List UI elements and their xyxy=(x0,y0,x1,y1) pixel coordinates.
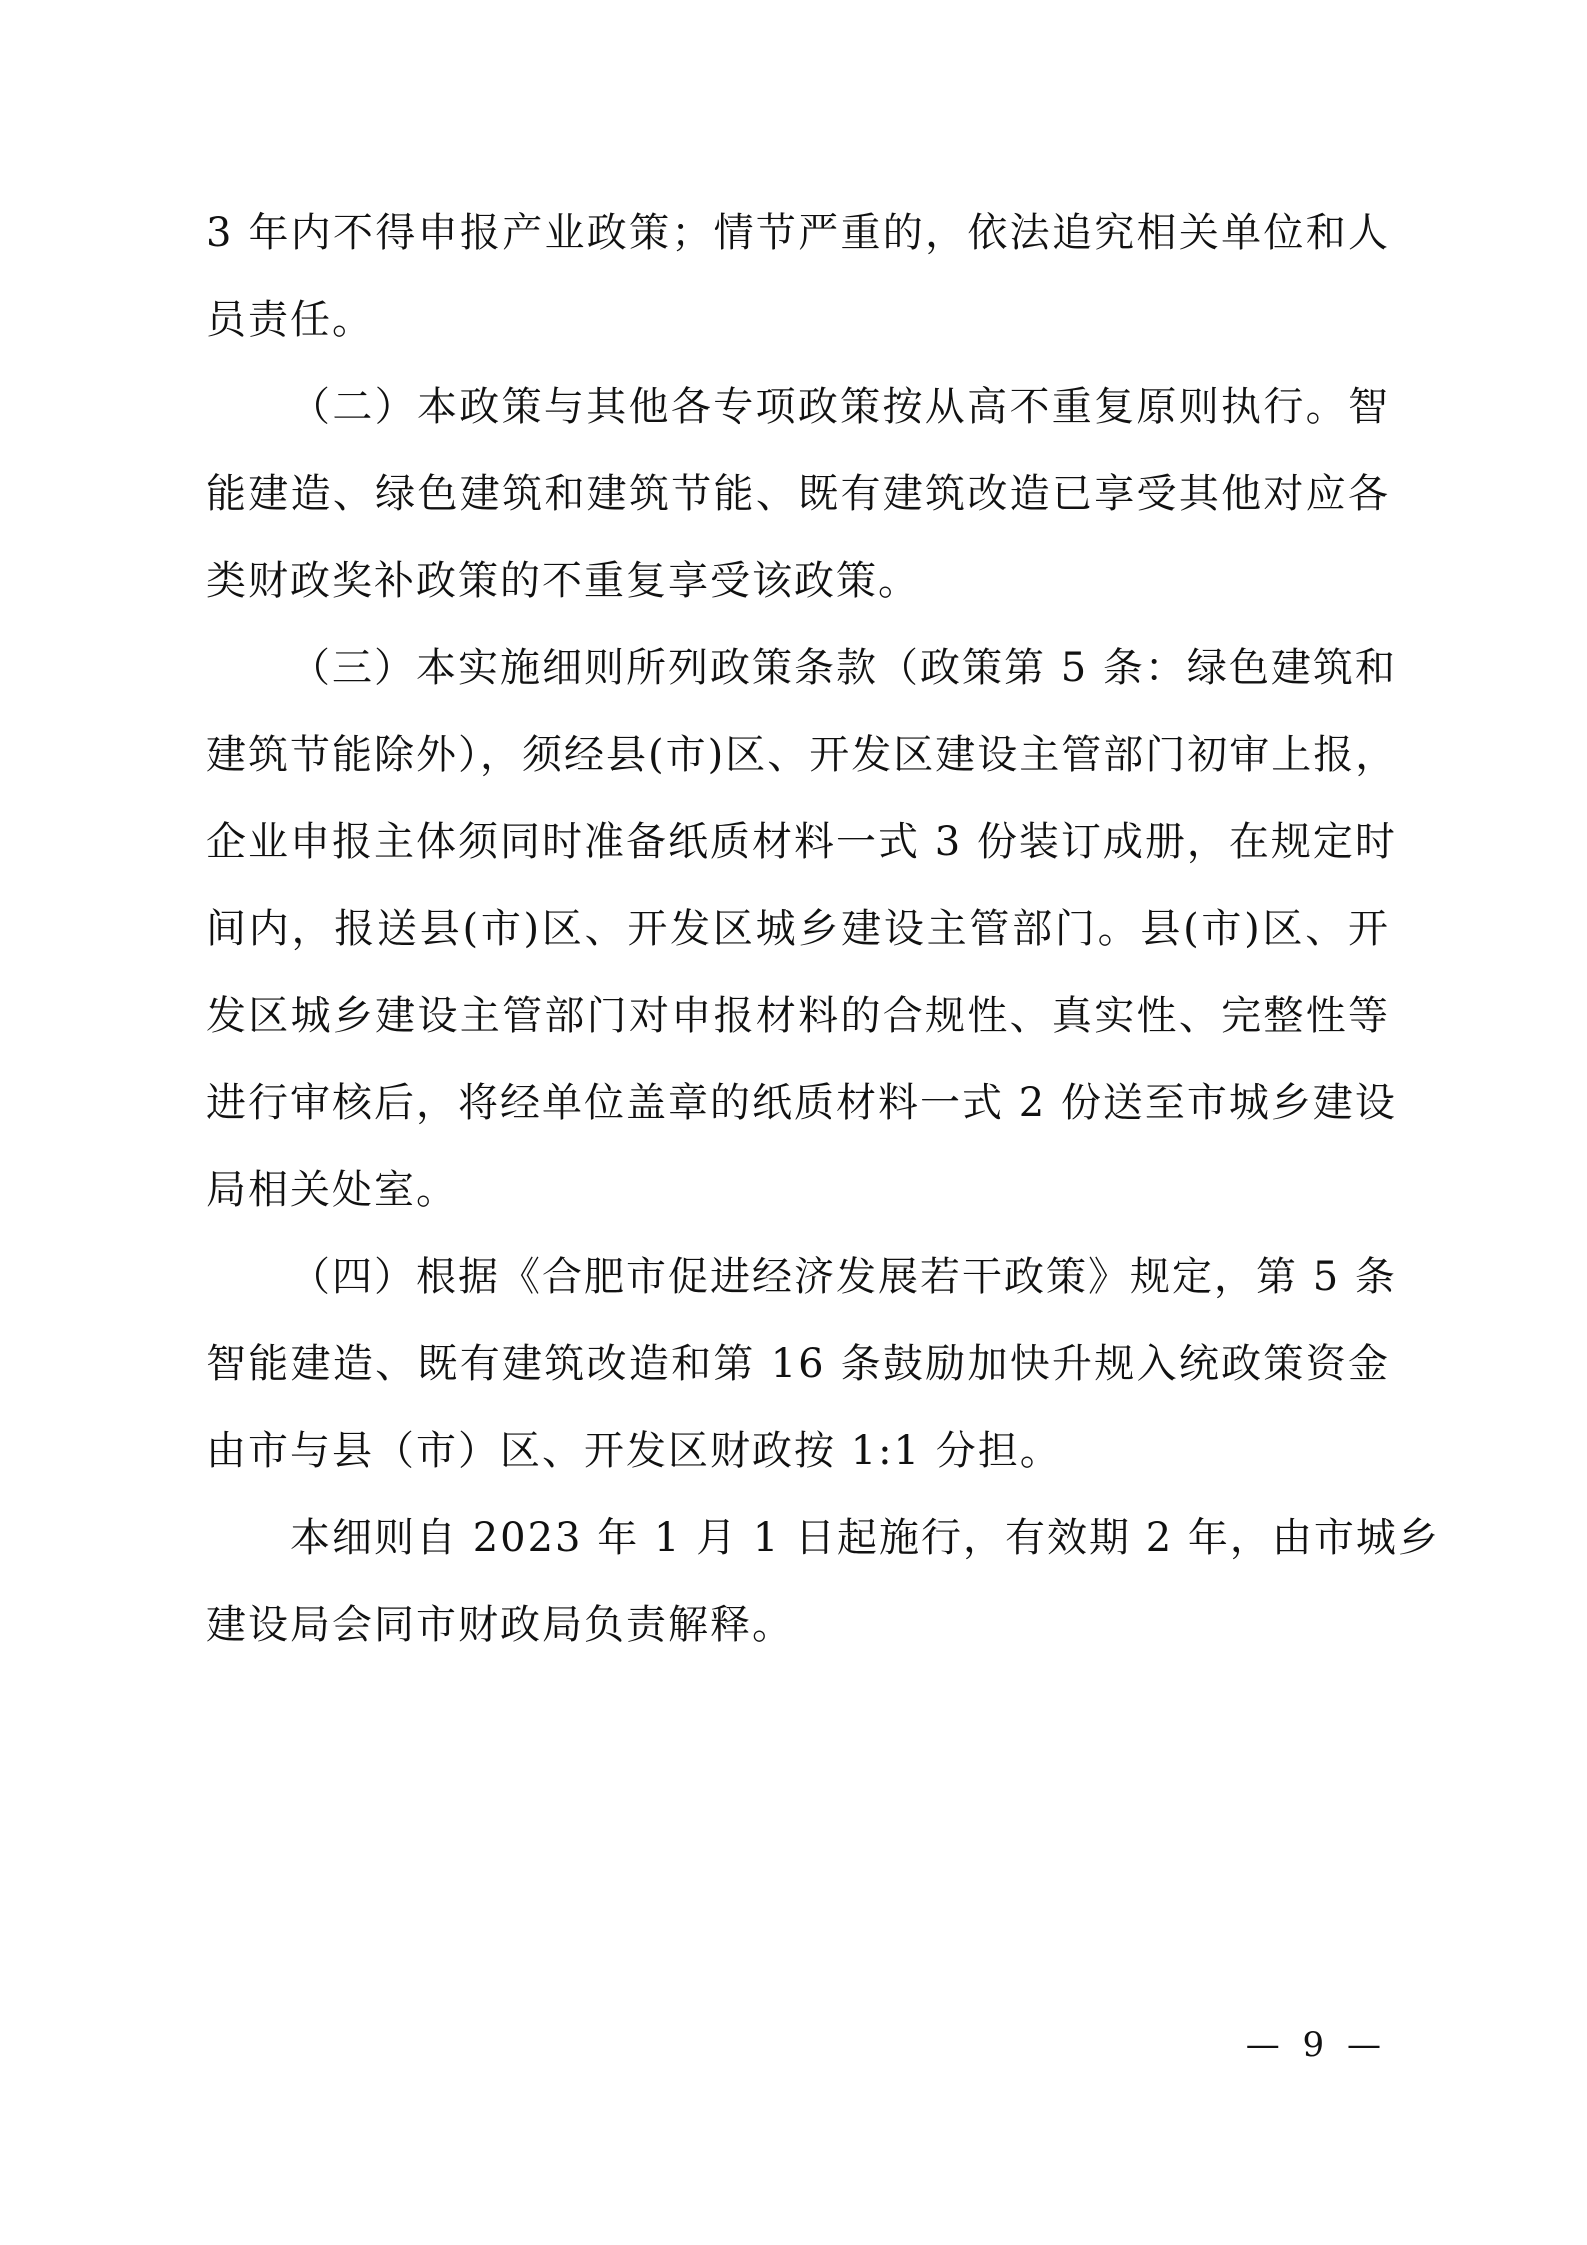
page-number: — 9 — xyxy=(1245,2025,1387,2065)
text-line: 智能建造、既有建筑改造和第 16 条鼓励加快升规入统政策资金 xyxy=(206,1341,1390,1387)
text-line: 间内，报送县(市)区、开发区城乡建设主管部门。县(市)区、开 xyxy=(206,906,1390,952)
text-line: 企业申报主体须同时准备纸质材料一式 3 份装订成册，在规定时 xyxy=(206,819,1397,865)
text-line: （二）本政策与其他各专项政策按从高不重复原则执行。智 xyxy=(290,384,1390,430)
text-line: 本细则自 2023 年 1 月 1 日起施行，有效期 2 年，由市城乡 xyxy=(290,1515,1440,1561)
text-line: 由市与县（市）区、开发区财政按 1:1 分担。 xyxy=(206,1428,1062,1474)
text-line: 建筑节能除外），须经县(市)区、开发区建设主管部门初审上报， xyxy=(206,732,1398,778)
text-line: 建设局会同市财政局负责解释。 xyxy=(206,1602,794,1648)
paragraph-item-2 xyxy=(206,364,1390,625)
text-line: （三）本实施细则所列政策条款（政策第 5 条：绿色建筑和 xyxy=(290,645,1397,691)
text-line: 3 年内不得申报产业政策；情节严重的，依法追究相关单位和人 xyxy=(206,210,1390,256)
text-line: 能建造、绿色建筑和建筑节能、既有建筑改造已享受其他对应各 xyxy=(206,471,1390,517)
text-line: 局相关处室。 xyxy=(206,1167,458,1213)
text-line: （四）根据《合肥市促进经济发展若干政策》规定，第 5 条 xyxy=(290,1254,1397,1300)
paragraph-item-3 xyxy=(206,625,1398,1234)
paragraph-continuation xyxy=(206,190,1390,364)
paragraph-item-4 xyxy=(206,1234,1397,1495)
paragraph-effective xyxy=(206,1495,1440,1669)
body-text xyxy=(206,190,1440,1669)
text-line: 发区城乡建设主管部门对申报材料的合规性、真实性、完整性等 xyxy=(206,993,1390,1039)
text-line: 类财政奖补政策的不重复享受该政策。 xyxy=(206,558,920,604)
text-line: 进行审核后，将经单位盖章的纸质材料一式 2 份送至市城乡建设 xyxy=(206,1080,1397,1126)
text-line: 员责任。 xyxy=(206,297,374,343)
